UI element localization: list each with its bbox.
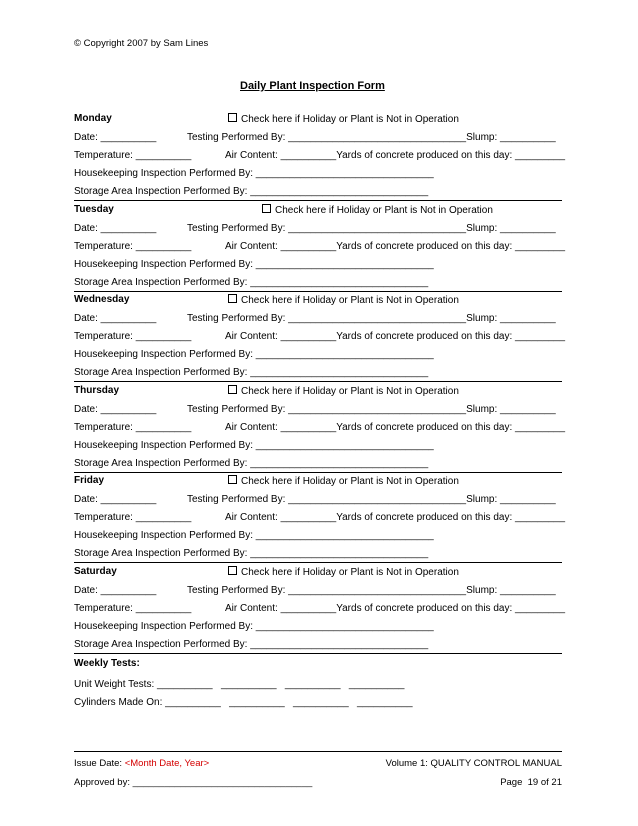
page-number: Page 19 of 21: [500, 777, 562, 788]
approved-by: Approved by: __________________________________: [74, 777, 313, 788]
weekly-tests-heading: Weekly Tests:: [74, 658, 140, 669]
day-divider: [74, 381, 562, 382]
date-field: Date: __________: [74, 584, 157, 596]
day-name: Saturday: [74, 565, 117, 577]
holiday-checkbox-row: [228, 566, 459, 578]
page-title: Daily Plant Inspection Form: [240, 80, 385, 92]
day-name: Friday: [74, 475, 105, 486]
air-content-yards-field: Air Content: __________Yards of concrete produced on this day: _________: [225, 421, 566, 433]
holiday-checkbox[interactable]: [228, 475, 237, 484]
housekeeping-inspection-field: Housekeeping Inspection Performed By: ________________________________: [74, 168, 434, 179]
date-field: Date: __________: [74, 403, 157, 415]
holiday-checkbox[interactable]: [228, 566, 237, 575]
temperature-field: Temperature: __________: [74, 421, 192, 433]
holiday-checkbox-label: Check here if Holiday or Plant is Not in Operation: [241, 476, 459, 487]
day-name: Wednesday: [74, 294, 130, 305]
holiday-checkbox-row: [228, 475, 459, 487]
testing-performed-field: Testing Performed By: ________________________________Slump: __________: [187, 494, 556, 505]
issue-date-label: Issue Date:: [74, 758, 125, 769]
housekeeping-inspection-field: Housekeeping Inspection Performed By: ________________________________: [74, 530, 434, 541]
copyright-notice: © Copyright 2007 by Sam Lines: [74, 38, 209, 49]
day-divider: [74, 653, 562, 654]
testing-performed-field: Testing Performed By: ________________________________Slump: __________: [187, 222, 556, 234]
air-content-yards-field: Air Content: __________Yards of concrete produced on this day: _________: [225, 240, 566, 252]
temperature-field: Temperature: __________: [74, 512, 192, 523]
holiday-checkbox[interactable]: [228, 385, 237, 394]
testing-performed-field: Testing Performed By: ________________________________Slump: __________: [187, 132, 556, 143]
storage-area-inspection-field: Storage Area Inspection Performed By: ________________________________: [74, 548, 429, 559]
holiday-checkbox-row: [228, 294, 459, 306]
day-name: Thursday: [74, 384, 120, 396]
holiday-checkbox-row: [228, 113, 459, 125]
air-content-yards-field: Air Content: __________Yards of concrete produced on this day: _________: [225, 331, 566, 342]
day-divider: [74, 562, 562, 563]
day-name: Monday: [74, 113, 112, 124]
temperature-field: Temperature: __________: [74, 331, 192, 342]
temperature-field: Temperature: __________: [74, 240, 192, 252]
testing-performed-field: Testing Performed By: ________________________________Slump: __________: [187, 313, 556, 324]
issue-date: [74, 758, 209, 769]
unit-weight-tests-line: Unit Weight Tests: __________ __________ __________ __________: [74, 679, 405, 690]
storage-area-inspection-field: Storage Area Inspection Performed By: ________________________________: [74, 276, 429, 288]
housekeeping-inspection-field: Housekeeping Inspection Performed By: ________________________________: [74, 620, 434, 632]
holiday-checkbox-label: Check here if Holiday or Plant is Not in Operation: [241, 385, 459, 397]
cylinders-made-on-line: Cylinders Made On: __________ __________ __________ __________: [74, 697, 413, 708]
date-field: Date: __________: [74, 222, 157, 234]
holiday-checkbox-row: [228, 385, 459, 397]
holiday-checkbox[interactable]: [228, 113, 237, 122]
storage-area-inspection-field: Storage Area Inspection Performed By: ________________________________: [74, 367, 429, 378]
temperature-field: Temperature: __________: [74, 150, 192, 161]
date-field: Date: __________: [74, 132, 157, 143]
testing-performed-field: Testing Performed By: ________________________________Slump: __________: [187, 584, 556, 596]
date-field: Date: __________: [74, 313, 157, 324]
holiday-checkbox-label: Check here if Holiday or Plant is Not in Operation: [275, 204, 493, 216]
housekeeping-inspection-field: Housekeeping Inspection Performed By: ________________________________: [74, 349, 434, 360]
volume-title: Volume 1: QUALITY CONTROL MANUAL: [385, 758, 562, 769]
day-divider: [74, 291, 562, 292]
holiday-checkbox-label: Check here if Holiday or Plant is Not in Operation: [241, 295, 459, 306]
holiday-checkbox-label: Check here if Holiday or Plant is Not in Operation: [241, 114, 459, 125]
date-field: Date: __________: [74, 494, 157, 505]
storage-area-inspection-field: Storage Area Inspection Performed By: ________________________________: [74, 186, 429, 197]
day-divider: [74, 472, 562, 473]
air-content-yards-field: Air Content: __________Yards of concrete produced on this day: _________: [225, 150, 566, 161]
temperature-field: Temperature: __________: [74, 602, 192, 614]
footer-divider: [74, 751, 562, 752]
storage-area-inspection-field: Storage Area Inspection Performed By: ________________________________: [74, 457, 429, 469]
testing-performed-field: Testing Performed By: ________________________________Slump: __________: [187, 403, 556, 415]
housekeeping-inspection-field: Housekeeping Inspection Performed By: ________________________________: [74, 258, 434, 270]
day-name: Tuesday: [74, 203, 114, 215]
holiday-checkbox-label: Check here if Holiday or Plant is Not in Operation: [241, 566, 459, 578]
holiday-checkbox-row: [262, 204, 493, 216]
storage-area-inspection-field: Storage Area Inspection Performed By: ________________________________: [74, 638, 429, 650]
air-content-yards-field: Air Content: __________Yards of concrete produced on this day: _________: [225, 512, 566, 523]
issue-date-value: <Month Date, Year>: [124, 758, 210, 769]
day-divider: [74, 200, 562, 201]
holiday-checkbox[interactable]: [262, 204, 271, 213]
housekeeping-inspection-field: Housekeeping Inspection Performed By: ________________________________: [74, 439, 434, 451]
holiday-checkbox[interactable]: [228, 294, 237, 303]
air-content-yards-field: Air Content: __________Yards of concrete produced on this day: _________: [225, 602, 566, 614]
